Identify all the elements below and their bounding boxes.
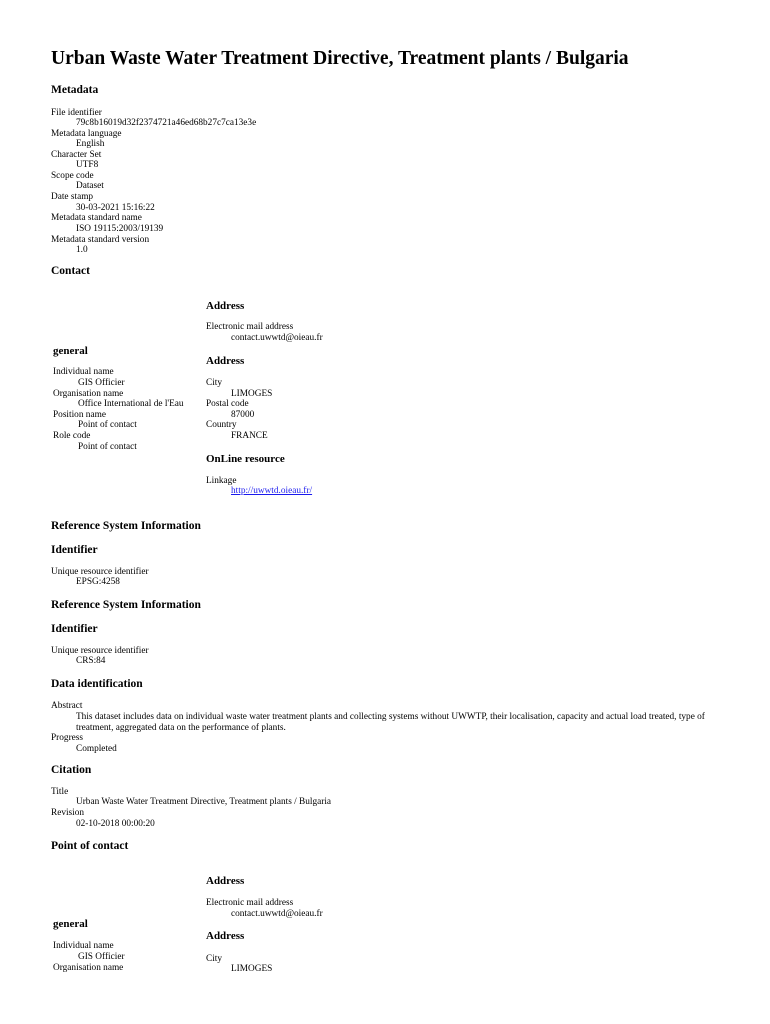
poc-email-label: Electronic mail address [206,898,294,908]
ref-identifier-heading-2: Identifier [51,623,98,635]
ref-identifier-heading-1: Identifier [51,544,98,556]
contact-general-heading: general [53,345,88,357]
online-resource-heading: OnLine resource [206,453,285,465]
contact-address-heading-2: Address [206,355,245,367]
scope-label: Scope code [51,171,94,181]
contact-email-value: contact.uwwtd@oieau.fr [231,333,323,343]
progress-label: Progress [51,733,84,743]
citation-title-value: Urban Waste Water Treatment Directive, Treatment plants / Bulgaria [76,797,332,807]
standard-version-label: Metadata standard version [51,235,150,245]
language-label: Metadata language [51,129,122,139]
poc-org-label: Organisation name [53,963,124,973]
poc-address-heading: Address [206,875,245,887]
language-value: English [76,139,105,149]
contact-role-label: Role code [53,431,91,441]
contact-position-value: Point of contact [78,420,137,430]
citation-title-label: Title [51,787,69,797]
charset-value: UTF8 [76,160,99,170]
standard-name-label: Metadata standard name [51,213,142,223]
contact-postal-label: Postal code [206,399,249,409]
abstract-text: This dataset includes data on individual waste water treatment plants and collecting systems without UWWTP, their localisation, capacity and actual load treated, type of treatment, aggregated data on the performance of plants. [76,712,705,733]
poc-individual-value: GIS Officier [78,952,125,962]
poc-address-heading-2: Address [206,930,245,942]
ref-uri-value-1: EPSG:4258 [76,577,120,587]
file-identifier-value: 79c8b16019d32f2374721a46ed68b27c7ca13e3e [76,118,257,128]
data-identification-heading: Data identification [51,678,143,690]
poc-individual-label: Individual name [53,941,114,951]
ref-system-heading-1: Reference System Information [51,520,201,532]
poc-city-value: LIMOGES [231,964,273,974]
contact-postal-value: 87000 [231,410,255,420]
poc-city-label: City [206,954,223,964]
datestamp-label: Date stamp [51,192,94,202]
point-of-contact-heading: Point of contact [51,840,129,852]
contact-org-label: Organisation name [53,389,124,399]
datestamp-value: 30-03-2021 15:16:22 [76,203,155,213]
page-title: Urban Waste Water Treatment Directive, Treatment plants / Bulgaria [51,48,629,69]
citation-heading: Citation [51,764,92,776]
ref-uri-label-2: Unique resource identifier [51,646,149,656]
contact-position-label: Position name [53,410,106,420]
ref-uri-value-2: CRS:84 [76,656,106,666]
contact-country-value: FRANCE [231,431,268,441]
file-identifier-label: File identifier [51,108,102,118]
contact-role-value: Point of contact [78,442,137,452]
poc-email-value: contact.uwwtd@oieau.fr [231,909,323,919]
contact-org-value: Office International de l'Eau [78,399,184,409]
linkage-label: Linkage [206,476,237,486]
linkage-link[interactable]: http://uwwtd.oieau.fr/ [231,486,313,496]
abstract-label: Abstract [51,701,83,711]
charset-label: Character Set [51,150,102,160]
standard-name-value: ISO 19115:2003/19139 [76,224,164,234]
contact-email-label: Electronic mail address [206,322,294,332]
contact-address-heading: Address [206,300,245,312]
contact-heading: Contact [51,265,90,277]
contact-individual-value: GIS Officier [78,378,125,388]
scope-value: Dataset [76,181,104,191]
poc-general-heading: general [53,918,88,930]
contact-individual-label: Individual name [53,367,114,377]
metadata-heading: Metadata [51,84,99,96]
revision-value: 02-10-2018 00:00:20 [76,819,155,829]
contact-city-value: LIMOGES [231,389,273,399]
progress-value: Completed [76,744,117,754]
ref-system-heading-2: Reference System Information [51,599,201,611]
standard-version-value: 1.0 [76,245,88,255]
ref-uri-label-1: Unique resource identifier [51,567,149,577]
contact-country-label: Country [206,420,237,430]
revision-label: Revision [51,808,85,818]
contact-city-label: City [206,378,223,388]
